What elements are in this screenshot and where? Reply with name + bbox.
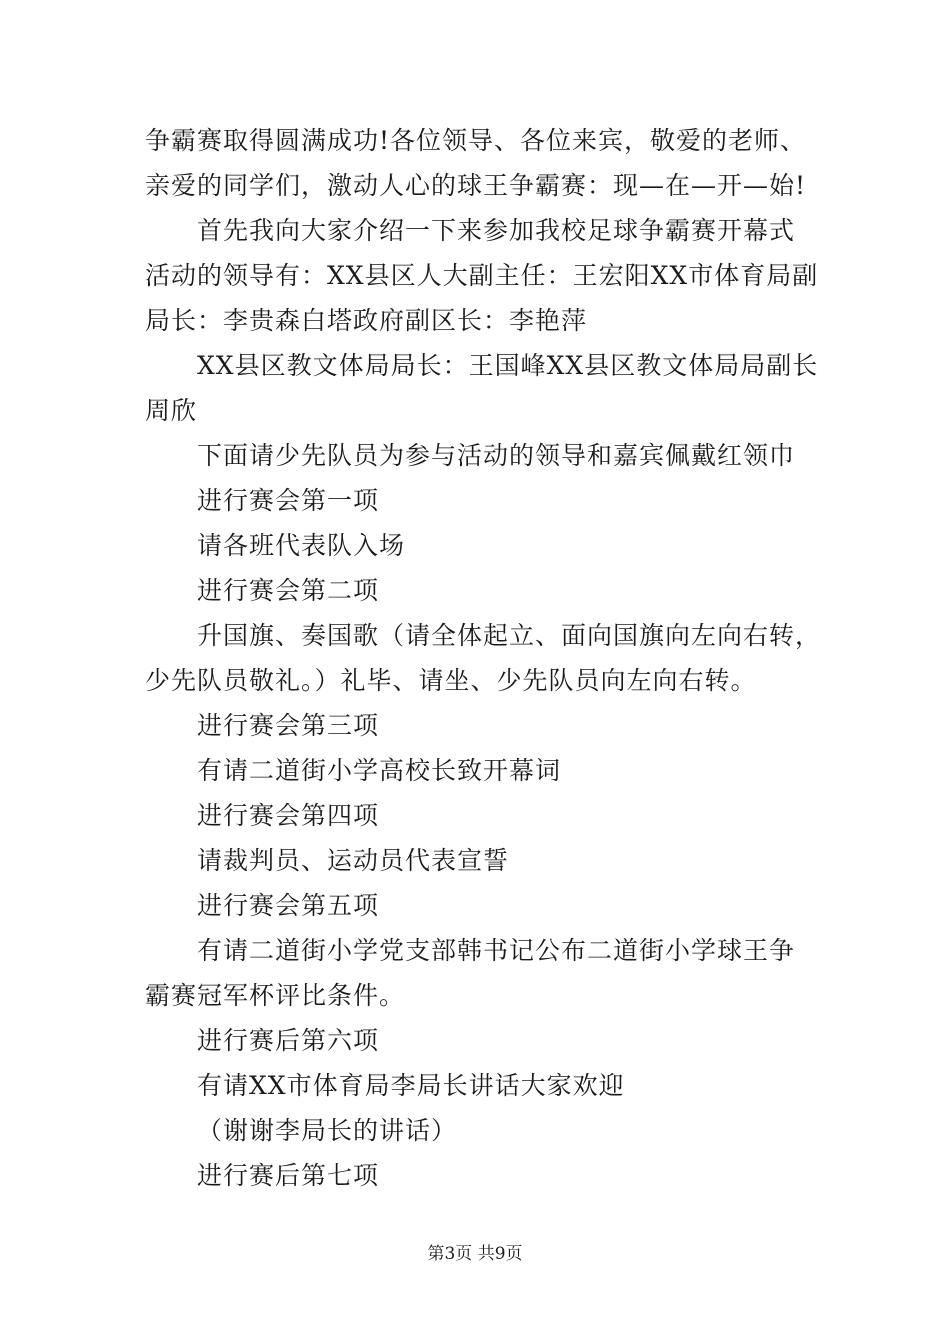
- page-footer: 第3页 共9页: [427, 1244, 523, 1264]
- text-line: 进行赛后第六项: [197, 1026, 380, 1055]
- text-line: 周欣: [145, 396, 198, 425]
- text-line: 少先队员敬礼。）礼毕、请坐、少先队员向左向右转。: [145, 666, 757, 695]
- text-line: 进行赛会第四项: [197, 801, 380, 830]
- text-line: XX县区教文体局局长：王国峰XX县区教文体局局副长: [197, 351, 819, 380]
- text-line: 进行赛会第五项: [197, 891, 380, 920]
- text-line: 请裁判员、运动员代表宣誓: [197, 846, 510, 875]
- text-line: 请各班代表队入场: [197, 531, 406, 560]
- text-line: 活动的领导有：XX县区人大副主任：王宏阳XX市体育局副: [145, 261, 819, 290]
- text-line: 下面请少先队员为参与活动的领导和嘉宾佩戴红领巾: [197, 441, 796, 470]
- text-line: 升国旗、奏国歌（请全体起立、面向国旗向左向右转，: [197, 621, 822, 650]
- text-line: 进行赛会第三项: [197, 711, 380, 740]
- text-line: 争霸赛取得圆满成功!各位领导、各位来宾，敬爱的老师、: [145, 126, 807, 155]
- text-line: 局长：李贵森白塔政府副区长：李艳萍: [145, 306, 588, 335]
- text-line: 有请XX市体育局李局长讲话大家欢迎: [197, 1071, 625, 1100]
- text-line: 有请二道街小学党支部韩书记公布二道街小学球王争: [197, 936, 796, 965]
- text-line: 首先我向大家介绍一下来参加我校足球争霸赛开幕式: [197, 216, 796, 245]
- text-line: 进行赛会第二项: [197, 576, 380, 605]
- text-line: 有请二道街小学高校长致开幕词: [197, 756, 562, 785]
- text-line: 进行赛会第一项: [197, 486, 380, 515]
- document-body: [145, 118, 835, 1198]
- text-line: 亲爱的同学们，激动人心的球王争霸赛：现—在—开—始!: [145, 171, 807, 200]
- text-line: 进行赛后第七项: [197, 1161, 380, 1190]
- text-line: （谢谢李局长的讲话）: [197, 1116, 458, 1145]
- text-line: 霸赛冠军杯评比条件。: [145, 981, 406, 1010]
